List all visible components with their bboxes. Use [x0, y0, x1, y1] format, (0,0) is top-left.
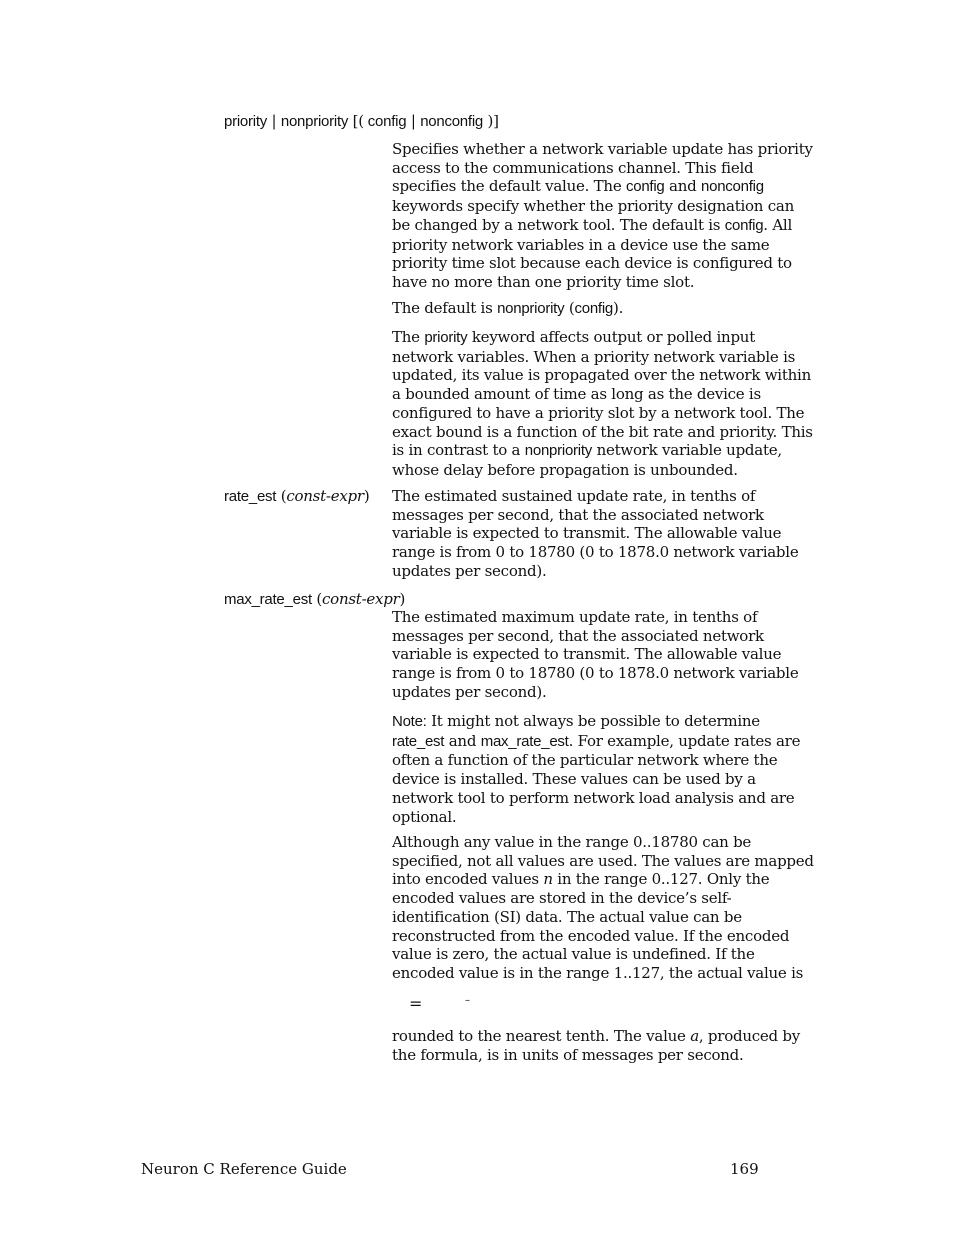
note: [392, 712, 816, 826]
term-rate-est: [224, 487, 369, 507]
text: Although any value in the range 0..18780 can be specified, not all values are used. The values are mapped into encoded values: [392, 833, 814, 889]
variable: a: [690, 1027, 699, 1045]
keyword: max_rate_est: [480, 732, 569, 750]
keyword: nonpriority: [524, 442, 593, 460]
formula-equals: =: [409, 994, 423, 1013]
keyword: nonpriority: [280, 113, 349, 130]
encoding-description: [392, 833, 816, 983]
priority-description: [392, 140, 816, 292]
text: keyword affects output or polled input network variables. When a priority network variable is updated, its value is propagated over the network within a bounded amount of time as long as the device is configured to have a priority slot by a network tool. The exact bound is a function of the bit rate and priority. This is in contrast to a: [392, 328, 813, 460]
bracket-open: [(: [348, 112, 364, 130]
keyword: config: [625, 178, 665, 196]
paren-close: ): [399, 590, 406, 608]
keyword: rate_est: [224, 488, 277, 505]
term-max-rate-est: [224, 590, 405, 610]
text: ).: [613, 299, 624, 317]
text: and: [444, 731, 481, 750]
argument: const-expr: [322, 590, 400, 608]
paren-close: ): [363, 487, 370, 505]
text: The default is: [392, 299, 498, 317]
separator: |: [406, 112, 421, 130]
keyword: nonconfig: [701, 178, 764, 196]
keyword: config: [363, 113, 407, 130]
bracket-close: )]: [483, 112, 499, 130]
text: and: [664, 177, 702, 196]
paren-open: (: [276, 487, 287, 505]
argument: const-expr: [286, 487, 364, 505]
formula-exponent: [465, 988, 470, 1007]
max-rate-est-description: The estimated maximum update rate, in tenths of messages per second, that the associated network variable is expected to transmit. The allowable value range is from 0 to 18780 (0 to 1878.0 network variable updates per second).: [392, 608, 799, 701]
text: rounded to the nearest tenth. The value: [392, 1027, 691, 1045]
text: network variable update, whose delay before propagation is unbounded.: [392, 441, 782, 479]
text: . All priority network variables in a device use the same priority time slot because each device is configured to have no more than one priority time slot.: [392, 215, 793, 291]
text: . For example, update rates are often a function of the particular network where the device is installed. These values can be used by a network tool to perform network load analysis and are optional.: [392, 731, 801, 826]
text: (: [564, 299, 575, 317]
variable: n: [543, 870, 553, 889]
text: , produced by the formula, is in units of messages per second.: [392, 1027, 800, 1064]
keyword: nonpriority: [497, 300, 565, 317]
text: keywords specify whether the priority designation can be changed by a network tool. The default is: [392, 197, 794, 234]
keyword: nonconfig: [420, 113, 483, 130]
footer-title: Neuron C Reference Guide: [141, 1160, 347, 1178]
priority-default: [392, 299, 816, 319]
paren-open: (: [311, 590, 323, 608]
page-number: 169: [730, 1160, 759, 1178]
formula-minus: –: [465, 995, 470, 1006]
keyword: rate_est: [392, 732, 445, 750]
keyword: config: [574, 300, 614, 317]
text: The: [392, 328, 425, 346]
rounding-description: [392, 1027, 816, 1064]
formula: [409, 994, 422, 1013]
priority-keyword-effect: [392, 328, 816, 480]
keyword: priority: [424, 329, 468, 346]
keyword: priority: [224, 113, 268, 130]
separator: |: [267, 112, 281, 130]
text: in the range 0..127. Only the encoded values are stored in the device’s self-identification (SI) data. The actual value can be reconstructed from the encoded value. If the encoded value is zero, the actual value is undefined. If the encoded value is in the range 1..127, the actual value is: [392, 870, 804, 982]
text: Specifies whether a network variable update has priority access to the communications channel. This field specifies the default value. The: [392, 140, 813, 196]
keyword: config: [724, 216, 764, 234]
note-label: Note:: [392, 713, 427, 730]
term-priority: [224, 112, 824, 132]
rate-est-description: The estimated sustained update rate, in tenths of messages per second, that the associated network variable is expected to transmit. The allowable value range is from 0 to 18780 (0 to 1878.0 network variable updates per second).: [392, 487, 799, 580]
keyword: max_rate_est: [224, 591, 312, 608]
text: It might not always be possible to determine: [426, 712, 760, 730]
